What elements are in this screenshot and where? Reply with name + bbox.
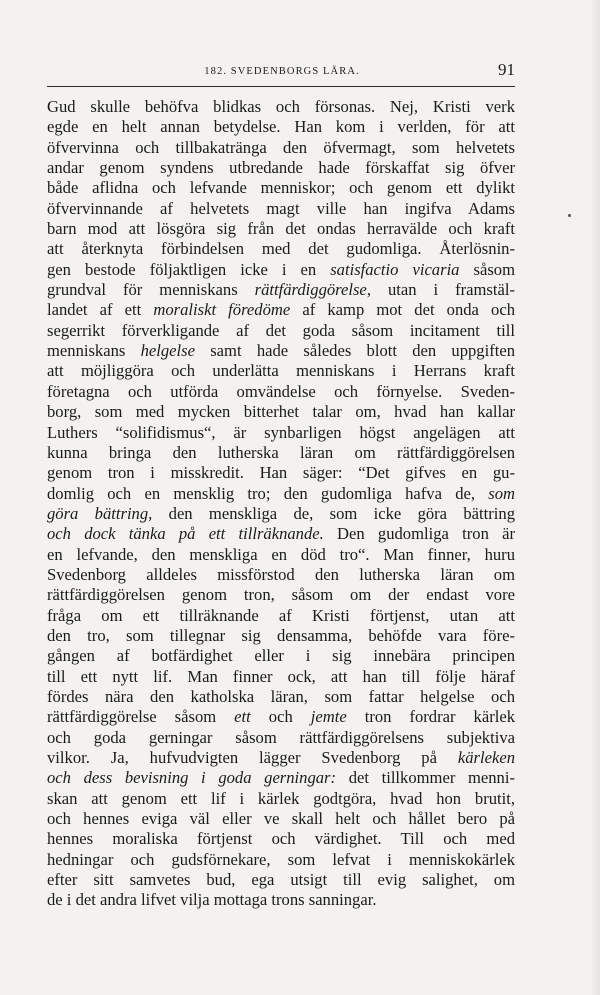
- text-line: [47, 280, 515, 300]
- running-title: 182. SVEDENBORGS LÄRA.: [204, 66, 360, 77]
- text-run: både aflidna och lefvande menniskor; och genom ett dylikt: [47, 178, 515, 198]
- text-line: [47, 829, 515, 849]
- text-run: det tillkommer menni-: [336, 768, 515, 788]
- text-run: de i det andra lifvet vilja mottaga trons sanningar.: [47, 890, 377, 910]
- text-run: Svedenborg alldeles missförstod den lutherska läran om: [47, 564, 515, 584]
- text-line: [47, 199, 515, 219]
- text-line: [47, 626, 515, 646]
- text-line: [47, 138, 515, 158]
- italic-phrase: som: [488, 483, 515, 503]
- text-line: [47, 178, 515, 198]
- ink-speck: [568, 214, 571, 217]
- text-line: [47, 545, 515, 565]
- running-head: [47, 60, 517, 84]
- text-line: [47, 565, 515, 585]
- text-run: fördes nära den katholska läran, som fattar helgelse och: [47, 686, 515, 706]
- text-line: [47, 158, 515, 178]
- text-line: [47, 687, 515, 707]
- page-edge-shadow: [590, 0, 600, 995]
- text-run: och hennes eviga väl eller ve skall helt och hållet bero på: [47, 809, 515, 829]
- page-number: 91: [498, 60, 515, 79]
- text-run: rättfärdiggörelse såsom: [47, 707, 235, 727]
- text-line: [47, 382, 515, 402]
- text-run: egde en helt annan betydelse. Han kom i verlden, för att: [47, 117, 515, 137]
- text-run: domlig och en mensklig tro; den gudomliga hafva de,: [47, 483, 489, 503]
- text-line: [47, 361, 515, 381]
- body-text: [47, 97, 515, 911]
- text-line: [47, 97, 515, 117]
- italic-phrase: satisfactio vicaria: [330, 259, 460, 279]
- text-line: [47, 504, 515, 524]
- text-run: såsom: [459, 259, 515, 279]
- text-run: gen bestode följaktligen icke i en: [47, 259, 331, 279]
- italic-phrase: och dock tänka på ett tillräknande.: [47, 524, 324, 544]
- italic-phrase: jemte: [310, 707, 347, 727]
- text-line: [47, 117, 515, 137]
- text-run: menniskans: [47, 341, 141, 361]
- text-run: fråga om ett tillräknande af Kristi förtjenst, utan att: [47, 605, 515, 625]
- text-run: öfvervinnande af helvetets magt ville han ingifva Adams: [47, 198, 515, 218]
- text-run: gången af botfärdighet eller i sig innebära principen: [47, 646, 515, 666]
- text-line: [47, 443, 515, 463]
- text-line: [47, 585, 515, 605]
- text-line: [47, 707, 515, 727]
- text-run: barn mod att lösgöra sig från det ondas herravälde och kraft: [47, 219, 515, 239]
- text-run: hennes moraliska förtjenst och värdighet. Till och med: [47, 829, 515, 849]
- text-run: Luthers “solifidismus“, är synbarligen högst angelägen att: [47, 422, 515, 442]
- italic-phrase: helgelse: [140, 341, 195, 361]
- italic-phrase: och dess bevisning i goda gerningar:: [47, 768, 337, 788]
- text-run: hedningar och gudsförnekare, som lefvat i menniskokärlek: [47, 849, 515, 869]
- text-run: landet af ett: [47, 300, 154, 320]
- text-run: den menskliga de, som icke göra bättring: [152, 503, 515, 523]
- text-line: [47, 300, 515, 320]
- text-run: af kamp mot det onda och: [290, 300, 515, 320]
- text-line: [47, 606, 515, 626]
- italic-phrase: göra bättring,: [47, 503, 153, 523]
- text-run: skan att genom ett lif i kärlek godtgöra, hvad hon brutit,: [47, 788, 515, 808]
- text-run: genom tron i misskredit. Han säger: “Det gifves en gu-: [47, 463, 515, 483]
- text-line: [47, 809, 515, 829]
- text-line: [47, 850, 515, 870]
- text-line: [47, 484, 515, 504]
- text-run: Gud skulle behöfva blidkas och försonas. Nej, Kristi verk: [47, 97, 515, 116]
- text-run: den tro, som tillegnar sig densamma, behöfde vara före-: [47, 625, 515, 645]
- text-line: [47, 768, 515, 788]
- text-run: företagna och utförda omvändelse och förnyelse. Sveden-: [47, 381, 515, 401]
- text-line: [47, 728, 515, 748]
- italic-phrase: rättfärdiggörelse: [254, 280, 367, 300]
- text-line: [47, 890, 515, 910]
- text-line: [47, 423, 515, 443]
- text-line: [47, 667, 515, 687]
- text-run: vilkor. Ja, hufvudvigten lägger Svedenborg på: [47, 748, 458, 767]
- text-line: [47, 870, 515, 890]
- text-run: rättfärdiggörelsen genom tron, såsom om der endast vore: [47, 585, 515, 605]
- text-line: [47, 748, 515, 768]
- header-rule: [47, 86, 515, 87]
- text-run: att återknyta förbindelsen med det gudomliga. Återlösnin-: [47, 239, 515, 259]
- text-run: och goda gerningar såsom rättfärdiggörelsens subjektiva: [47, 727, 515, 747]
- text-run: borg, som med mycken bitterhet talar om, hvad han kallar: [47, 402, 515, 422]
- text-line: [47, 219, 515, 239]
- text-run: grundval för menniskans: [47, 280, 255, 300]
- text-line: [47, 646, 515, 666]
- text-line: [47, 463, 515, 483]
- text-line: [47, 524, 515, 544]
- text-line: [47, 321, 515, 341]
- text-run: efter sitt samvetes bud, ega utsigt till evig salighet, om: [47, 870, 515, 890]
- text-run: , utan i framstäl-: [366, 280, 515, 300]
- italic-phrase: ett: [234, 707, 251, 727]
- text-run: tron fordrar kärlek: [346, 707, 515, 727]
- text-run: samt hade således blott den uppgiften: [194, 341, 515, 361]
- text-run: segerrikt förverkligande af det goda såsom incitament till: [47, 320, 515, 340]
- text-run: till ett nytt lif. Man finner ock, att han till följe häraf: [47, 666, 515, 686]
- text-line: [47, 402, 515, 422]
- text-run: kunna bringa den lutherska läran om rättfärdiggörelsen: [47, 442, 515, 462]
- text-line: [47, 789, 515, 809]
- text-run: att möjliggöra och underlätta menniskans i Herrans kraft: [47, 361, 515, 381]
- italic-phrase: kärleken: [457, 748, 515, 767]
- italic-phrase: moraliskt föredöme: [153, 300, 291, 320]
- text-run: andar genom syndens utbredande hade förskaffat sig öfver: [47, 158, 515, 178]
- text-run: öfvervinna och tillbakatränga den öfvermagt, som helvetets: [47, 137, 515, 157]
- text-line: [47, 260, 515, 280]
- text-run: och: [250, 707, 311, 727]
- text-run: Den gudomliga tron är: [323, 524, 515, 544]
- text-line: [47, 341, 515, 361]
- text-run: en lefvande, den menskliga en död tro“. Man finner, huru: [47, 544, 515, 564]
- text-line: [47, 239, 515, 259]
